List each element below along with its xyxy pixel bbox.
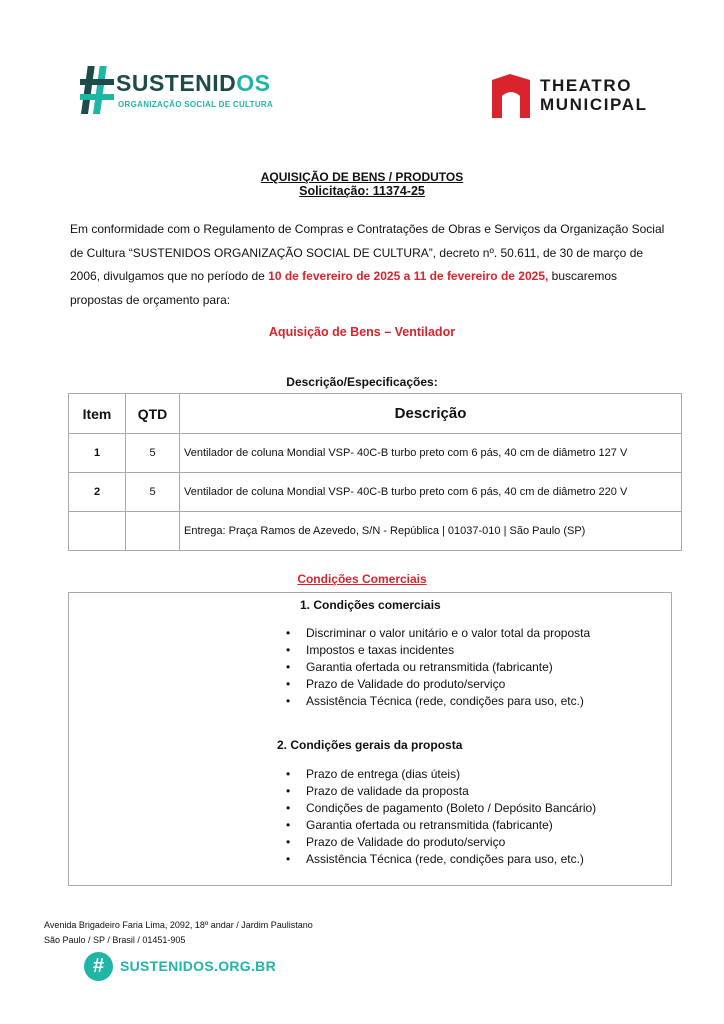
list-item: • Prazo de validade da proposta: [286, 783, 596, 800]
items-table: [68, 393, 682, 551]
subject-heading: Aquisição de Bens – Ventilador: [268, 325, 456, 339]
list-item: • Prazo de Validade do produto/serviço: [286, 834, 596, 851]
section1-heading: 1. Condições comerciais: [300, 598, 441, 612]
table-header-row: [69, 394, 682, 434]
address-line2: São Paulo / SP / Brasil / 01451-905: [44, 935, 186, 945]
sustenidos-subtitle: ORGANIZAÇÃO SOCIAL DE CULTURA: [118, 100, 274, 109]
cell-item: 1: [69, 434, 126, 473]
cell-description: Ventilador de coluna Mondial VSP- 40C-B turbo preto com 6 pás, 40 cm de diâmetro 127 V: [180, 434, 682, 473]
sustenidos-logo: [80, 64, 274, 118]
cell-item: 2: [69, 473, 126, 512]
section2-heading: 2. Condições gerais da proposta: [277, 738, 463, 752]
theatro-line2: MUNICIPAL: [540, 95, 648, 114]
list-item: • Prazo de entrega (dias úteis): [286, 766, 596, 783]
list-item: • Discriminar o valor unitário e o valor total da proposta: [286, 625, 590, 642]
sustenidos-wordmark: SUSTENIDOS: [116, 70, 271, 96]
theatro-arch-icon: [490, 74, 532, 118]
document-title: AQUISIÇÃO DE BENS / PRODUTOS: [260, 170, 464, 184]
theatro-municipal-logo: [490, 74, 660, 118]
hash-logo-icon: [80, 64, 114, 116]
hash-circle-icon: #: [84, 952, 113, 981]
cell-item: [69, 512, 126, 551]
list-item: • Garantia ofertada ou retransmitida (fabricante): [286, 659, 590, 676]
list-item: • Garantia ofertada ou retransmitida (fabricante): [286, 817, 596, 834]
header-description: Descrição: [180, 394, 682, 434]
footer-logo: [84, 952, 284, 982]
table-row: [69, 512, 682, 551]
table-row: [69, 473, 682, 512]
header-qtd: QTD: [126, 394, 180, 434]
intro-paragraph: Em conformidade com o Regulamento de Compras e Contratações de Obras e Serviços da Organização Social de Cultura “SUSTENIDOS ORGANIZAÇÃO SOCIAL DE CULTURA”, decreto nº. 50.611, de 30 de março de 2006, divulgamos que no período de 10 de fevereiro de 2025 a 11 de fevereiro de 2025, buscaremos propostas de orçamento para:: [70, 222, 665, 307]
table-row: [69, 434, 682, 473]
cell-description: Ventilador de coluna Mondial VSP- 40C-B turbo preto com 6 pás, 40 cm de diâmetro 220 V: [180, 473, 682, 512]
list-item: • Assistência Técnica (rede, condições para uso, etc.): [286, 851, 596, 868]
section2-list: [286, 766, 596, 868]
footer-address: [44, 918, 313, 948]
list-item: • Condições de pagamento (Boleto / Depósito Bancário): [286, 800, 596, 817]
conditions-title: Condições Comerciais: [297, 572, 427, 586]
list-item: • Impostos e taxas incidentes: [286, 642, 590, 659]
cell-qtd: [126, 512, 180, 551]
website-link[interactable]: SUSTENIDOS.ORG.BR: [120, 958, 277, 974]
cell-qtd: 5: [126, 473, 180, 512]
cell-qtd: 5: [126, 434, 180, 473]
request-number: Solicitação: 11374-25: [299, 184, 425, 198]
section1-list: [286, 625, 590, 710]
theatro-line1: THEATRO: [540, 76, 633, 95]
cell-delivery: Entrega: Praça Ramos de Azevedo, S/N - República | 01037-010 | São Paulo (SP): [180, 512, 682, 551]
description-label: Descrição/Especificações:: [286, 375, 438, 389]
header-item: Item: [69, 394, 126, 434]
list-item: • Prazo de Validade do produto/serviço: [286, 676, 590, 693]
list-item: • Assistência Técnica (rede, condições para uso, etc.): [286, 693, 590, 710]
period-highlight: 10 de fevereiro de 2025 a 11 de fevereiro de 2025,: [268, 269, 549, 283]
address-line1: Avenida Brigadeiro Faria Lima, 2092, 18º andar / Jardim Paulistano: [44, 920, 313, 930]
